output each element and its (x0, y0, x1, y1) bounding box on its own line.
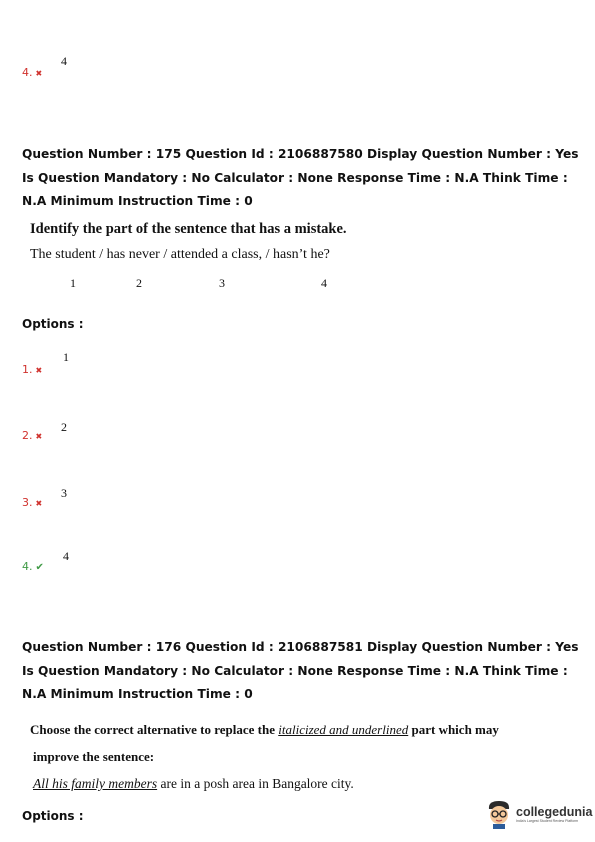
cross-icon: ✖ (35, 432, 43, 441)
option-1[interactable] (22, 363, 42, 376)
option-3[interactable] (22, 496, 42, 509)
cross-icon: ✖ (35, 69, 43, 78)
option-value: 4 (61, 54, 67, 68)
cross-icon: ✖ (35, 499, 43, 508)
collegedunia-logo (486, 799, 592, 829)
instruction-text: Choose the correct alternative to replace the (30, 722, 279, 737)
question-instruction: Identify the part of the sentence that has a mistake. (30, 221, 347, 237)
question-header: Question Number : 176 Question Id : 2106887581 Display Question Number : Yes Is Question Mandatory : No Calculator : None Response Time : N.A Think Time : N.A Minimum Instruction Time : 0 (22, 640, 579, 701)
instruction-text: part which may (408, 722, 499, 737)
sentence-emphasis: All his family members (33, 776, 158, 791)
option-number (22, 66, 42, 79)
option-value: 3 (61, 486, 67, 500)
check-icon: ✔ (35, 562, 44, 573)
mascot-icon (486, 799, 512, 829)
part-number: 3 (219, 276, 225, 290)
option-number-text: 4. (22, 560, 33, 573)
option-number-text: 2. (22, 429, 33, 442)
logo-tagline: India's Largest Student Review Platform (516, 819, 579, 823)
part-number: 1 (70, 276, 76, 290)
option-number-text: 4. (22, 66, 33, 79)
question-instruction (30, 722, 499, 738)
part-number: 2 (136, 276, 142, 290)
option-number-text: 3. (22, 496, 33, 509)
option-value: 1 (63, 350, 69, 364)
logo-name: collegedunia (516, 805, 593, 819)
option-2[interactable] (22, 429, 42, 442)
option-value: 4 (63, 549, 69, 563)
question-sentence: The student / has never / attended a class, / hasn’t he? (30, 247, 330, 262)
instruction-emphasis: italicized and underlined (278, 722, 409, 737)
options-label: Options : (22, 809, 84, 823)
question-instruction-line2: improve the sentence: (33, 749, 155, 764)
option-number-text: 1. (22, 363, 33, 376)
option-value: 2 (61, 420, 67, 434)
options-label: Options : (22, 317, 84, 331)
cross-icon: ✖ (35, 366, 43, 375)
option-4-correct[interactable] (22, 560, 44, 573)
question-header: Question Number : 175 Question Id : 2106887580 Display Question Number : Yes Is Question Mandatory : No Calculator : None Response Time : N.A Think Time : N.A Minimum Instruction Time : 0 (22, 147, 579, 208)
part-number: 4 (321, 276, 327, 290)
question-sentence (33, 776, 354, 792)
sentence-text: are in a posh area in Bangalore city. (157, 776, 354, 791)
